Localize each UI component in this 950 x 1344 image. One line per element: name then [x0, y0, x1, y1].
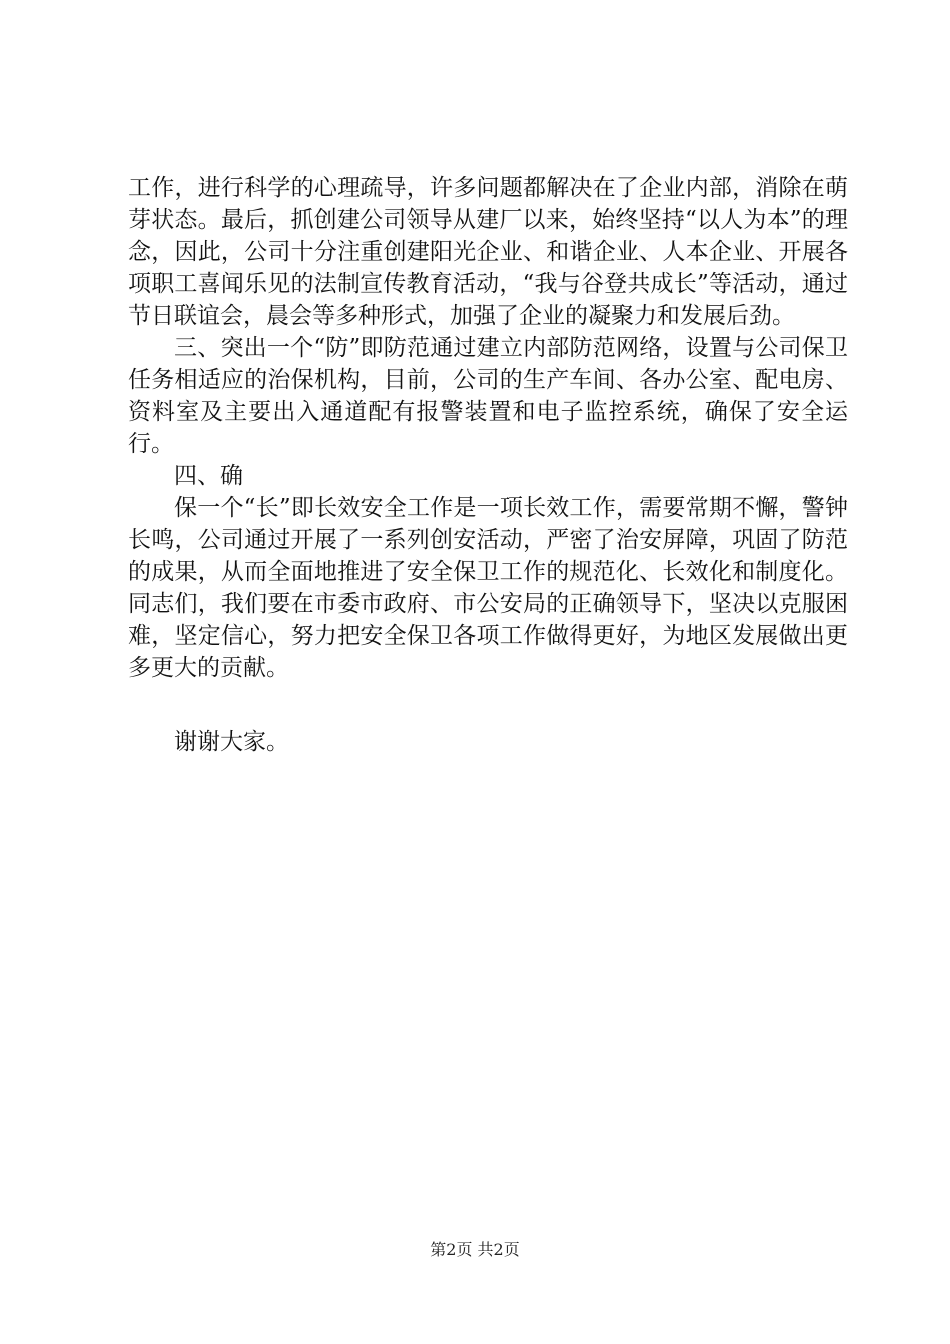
paragraph-section-four-heading: 四、确 — [174, 463, 243, 489]
paragraph-section-four-body: 保一个“长”即长效安全工作是一项长效工作，需要常期不懈，警钟长鸣，公司通过开展了一系列创安活动，严密了治安屏障，巩固了防范的成果，从而全面地推进了安全保卫工作的规范化、长效化和制度化。同志们，我们要在市委市政府、市公安局的正确领导下，坚决以克服困难，坚定信心，努力把安全保卫各项工作做得更好，为地区发展做出更多更大的贡献。 — [128, 495, 848, 681]
paragraph-continuation: 工作，进行科学的心理疏导，许多问题都解决在了企业内部，消除在萌芽状态。最后，抓创建公司领导从建厂以来，始终坚持“以人为本”的理念，因此，公司十分注重创建阳光企业、和谐企业、人本企业、开展各项职工喜闻乐见的法制宣传教育活动，“我与谷登共成长”等活动，通过节日联谊会，晨会等多种形式，加强了企业的凝聚力和发展后劲。 — [128, 175, 848, 329]
page-footer — [0, 1240, 950, 1260]
closing-remark: 谢谢大家。 — [174, 729, 289, 755]
page-number-label: 第2页 共2页 — [430, 1240, 520, 1259]
document-body — [128, 172, 848, 684]
paragraph-section-three: 三、突出一个“防”即防范通过建立内部防范网络，设置与公司保卫任务相适应的治保机构，目前，公司的生产车间、各办公室、配电房、资料室及主要出入通道配有报警装置和电子监控系统，确保了安全运行。 — [128, 335, 848, 457]
